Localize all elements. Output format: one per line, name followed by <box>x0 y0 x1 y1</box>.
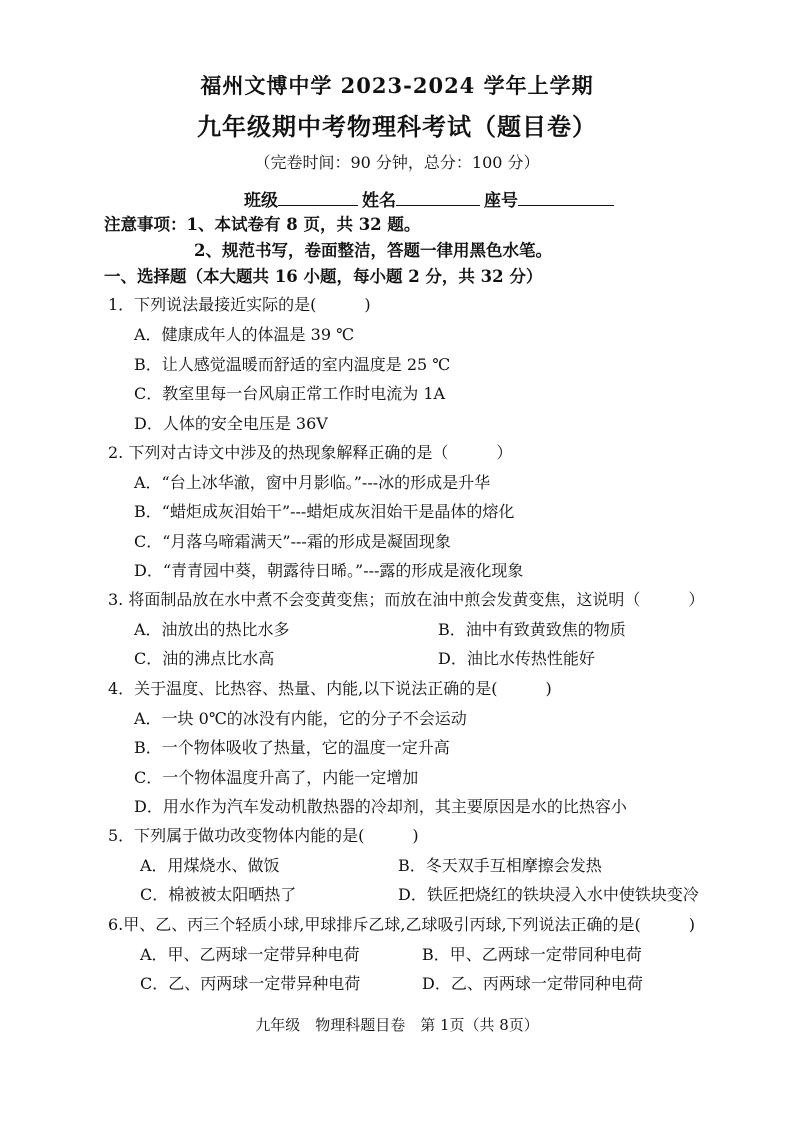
option: C．乙、丙两球一定带异种电荷 <box>140 974 361 993</box>
question-stem: 4．关于温度、比热容、热量、内能,以下说法正确的是( ) <box>108 679 552 698</box>
question-stem: 2. 下列对古诗文中涉及的热现象解释正确的是（ ） <box>108 443 513 462</box>
option: D．铁匠把烧红的铁块浸入水中使铁块变冷 <box>398 885 699 904</box>
option: B．让人感觉温暖而舒适的室内温度是 25 ℃ <box>134 355 451 374</box>
section-heading: 一、选择题（本大题共 16 小题，每小题 2 分，共 32 分） <box>104 267 543 286</box>
option: B．油中有致黄致焦的物质 <box>438 620 626 639</box>
option: A．“台上冰华澈，窗中月影临。”---冰的形成是升华 <box>134 473 491 492</box>
exam-title: 九年级期中考物理科考试（题目卷） <box>197 112 597 141</box>
question-stem: 3. 将面制品放在水中煮不会变黄变焦；而放在油中煎会发黄变焦，这说明（ ） <box>108 590 705 609</box>
page-footer: 九年级 物理科题目卷 第 1页（共 8页） <box>255 1016 539 1034</box>
option: B．冬天双手互相摩擦会发热 <box>398 856 602 875</box>
option: B．甲、乙两球一定带同种电荷 <box>422 945 642 964</box>
option: D．乙、丙两球一定带同种电荷 <box>422 974 643 993</box>
seat-blank[interactable] <box>518 191 614 206</box>
seat-label: 座号 <box>484 191 518 211</box>
name-label: 姓名 <box>362 191 396 211</box>
name-blank[interactable] <box>396 191 480 206</box>
student-info-row <box>244 186 618 211</box>
option: C．“月落乌啼霜满天”---霜的形成是凝固现象 <box>134 532 451 551</box>
class-label: 班级 <box>244 191 278 211</box>
option: D．人体的安全电压是 36V <box>134 414 328 433</box>
question-stem: 1．下列说法最接近实际的是( ) <box>108 295 371 314</box>
option: A．油放出的热比水多 <box>134 620 290 639</box>
class-blank[interactable] <box>278 191 358 206</box>
time-score-info: （完卷时间：90 分钟，总分：100 分） <box>254 153 540 172</box>
notes-line-1: 注意事项：1、本试卷有 8 页，共 32 题。 <box>104 215 421 234</box>
option: A．健康成年人的体温是 39 ℃ <box>134 325 354 344</box>
option: A．一块 0℃的冰没有内能，它的分子不会运动 <box>134 709 467 728</box>
option: D．“青青园中葵，朝露待日晞。”---露的形成是液化现象 <box>134 561 524 580</box>
option: D．用水作为汽车发动机散热器的冷却剂，其主要原因是水的比热容小 <box>134 797 627 816</box>
question-stem: 6.甲、乙、丙三个轻质小球,甲球排斥乙球,乙球吸引丙球,下列说法正确的是( ) <box>108 915 696 934</box>
option: C．棉被被太阳晒热了 <box>140 885 297 904</box>
option: A．用煤烧水、做饭 <box>140 856 280 875</box>
option: B．“蜡炬成灰泪始干”---蜡炬成灰泪始干是晶体的熔化 <box>134 502 515 521</box>
option: B．一个物体吸收了热量，它的温度一定升高 <box>134 738 450 757</box>
option: C．油的沸点比水高 <box>134 649 275 668</box>
option: C．教室里每一台风扇正常工作时电流为 1A <box>134 384 446 403</box>
notes-line-2: 2、规范书写，卷面整洁，答题一律用黑色水笔。 <box>194 241 552 260</box>
question-stem: 5．下列属于做功改变物体内能的是( ) <box>108 826 419 845</box>
option: A．甲、乙两球一定带异种电荷 <box>140 945 360 964</box>
option: C．一个物体温度升高了，内能一定增加 <box>134 768 419 787</box>
option: D．油比水传热性能好 <box>438 649 595 668</box>
school-title: 福州文博中学 2023-2024 学年上学期 <box>200 73 594 98</box>
